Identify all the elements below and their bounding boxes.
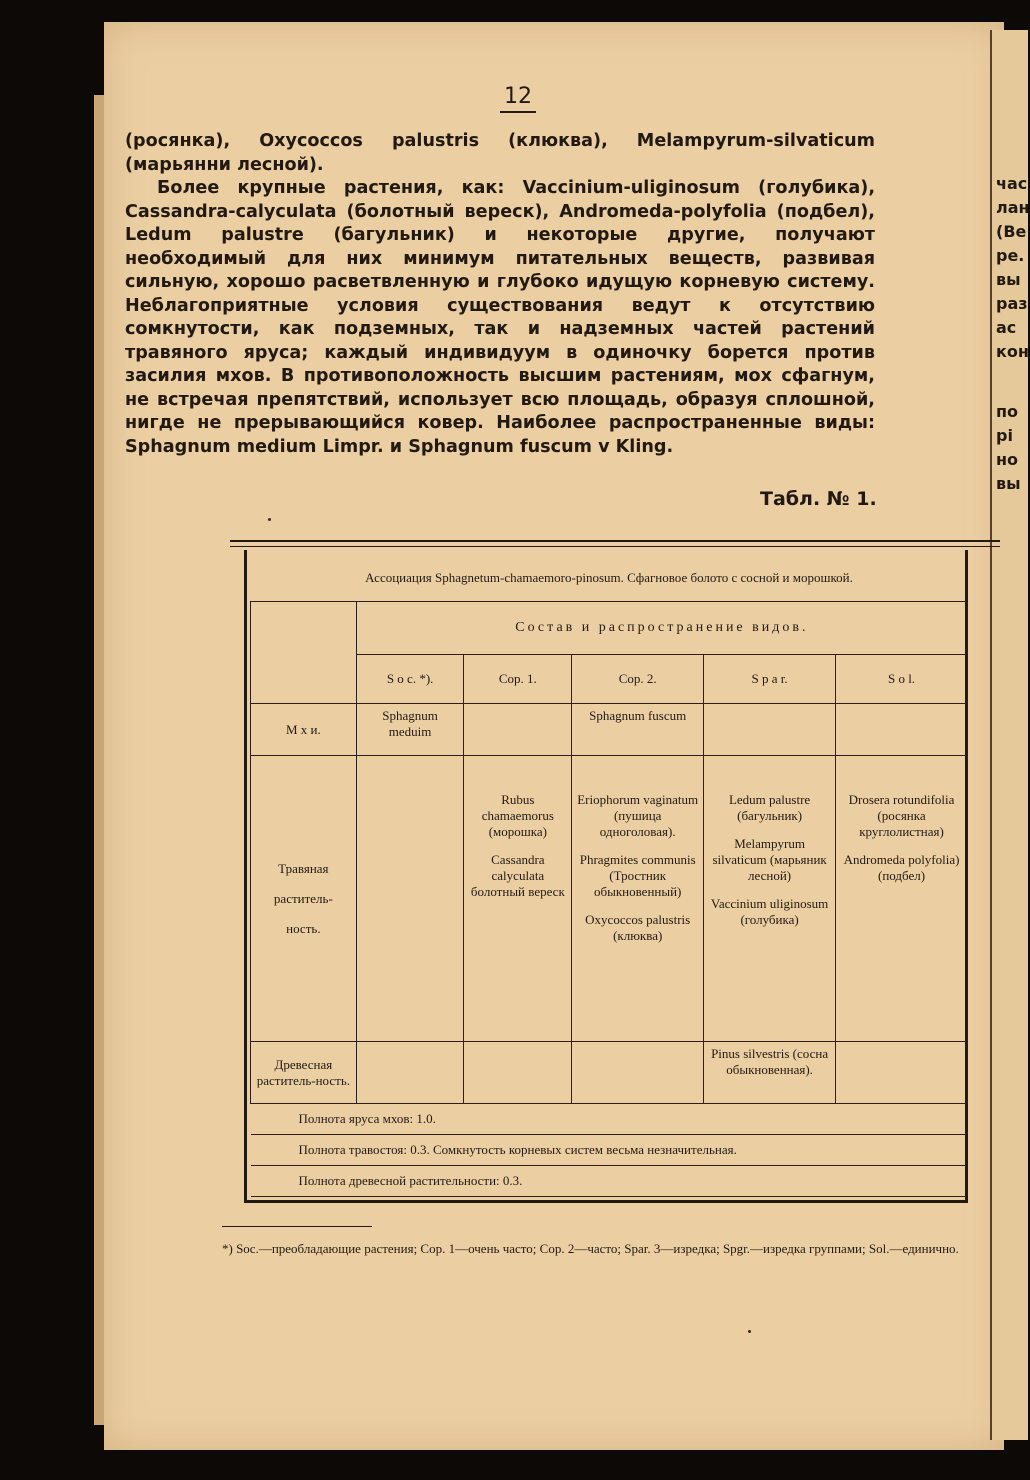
adjacent-fragment: pi <box>996 426 1013 445</box>
row-label: М х и. <box>251 704 357 756</box>
row-label-line: раститель- <box>273 890 333 906</box>
cell-entry: Oxycoccos palustris (клюква) <box>585 912 691 943</box>
table-cell <box>464 704 572 756</box>
table-corner-cell <box>251 602 357 704</box>
table-cell <box>704 704 836 756</box>
cell-entry: Rubus chamaemorus (морошка) <box>481 792 554 839</box>
footnote: *) Soc.—преобладающие растения; Cop. 1—очень часто; Cop. 2—часто; Spar. 3—изредка; Spgr.—изредка группами; Sol.—единично. <box>222 1241 959 1256</box>
cell-entry: Melampyrum silvaticum (марьяник лесной) <box>712 836 827 883</box>
page-number: 12 <box>500 84 536 113</box>
table-cell: Sphagnum fuscum <box>572 704 704 756</box>
table-cell <box>464 756 572 1042</box>
table-title: Ассоциация Sphagnetum-chamaemoro-pinosum. Сфагновое болото с сосной и морошкой. <box>251 555 968 602</box>
paragraph: (росянка), Oxycoccos palustris (клюква), Melampyrum-silvaticum (марьянни лесной). <box>125 131 875 175</box>
table-cell: Sphagnum meduim <box>356 704 464 756</box>
table-cell <box>356 756 464 1042</box>
adjacent-fragment: но <box>996 450 1019 469</box>
adjacent-fragment: лан <box>996 198 1030 217</box>
adjacent-fragment: час <box>996 174 1028 193</box>
table-cell <box>572 1042 704 1104</box>
column-header: S p a r. <box>704 655 836 704</box>
row-label-line: Травяная <box>278 860 329 876</box>
adjacent-fragment: ас <box>996 318 1017 337</box>
column-header: Cop. 2. <box>572 655 704 704</box>
column-header: S o c. *). <box>356 655 464 704</box>
association-table <box>250 555 968 1197</box>
cell-entry: Cassandra calyculata болотный вереск <box>470 852 565 899</box>
table-caption: Табл. № 1. <box>760 488 877 510</box>
adjacent-fragment: вы <box>996 474 1021 493</box>
table-cell: Pinus silvestris (сосна обыкновенная). <box>704 1042 836 1104</box>
table-cell <box>836 704 968 756</box>
table-cell <box>464 1042 572 1104</box>
cell-entry: Vaccinium uliginosum (голубика) <box>710 896 829 927</box>
table-cell <box>836 1042 968 1104</box>
column-header: Cop. 1. <box>464 655 572 704</box>
table-cell <box>356 1042 464 1104</box>
body-text <box>125 130 875 459</box>
table-cell <box>572 756 704 1042</box>
summary-row: Полнота яруса мхов: 1.0. <box>251 1104 968 1135</box>
row-label: Древесная раститель-ность. <box>251 1042 357 1104</box>
adjacent-page-edge <box>990 30 1028 1440</box>
column-header: S o l. <box>836 655 968 704</box>
cell-entry: Drosera rotundifolia (росянка круглолистная) <box>848 792 955 839</box>
row-label-line: ность. <box>286 920 321 936</box>
table-group-header: Состав и распространение видов. <box>356 602 967 655</box>
table-cell <box>836 756 968 1042</box>
summary-row: Полнота древесной растительности: 0.3. <box>251 1166 968 1197</box>
ink-speck <box>748 1330 751 1333</box>
adjacent-fragment: вы <box>996 270 1021 289</box>
adjacent-fragment: ре. <box>996 246 1025 265</box>
cell-entry: Eriophorum vaginatum (пушица одноголовая). <box>577 792 699 839</box>
adjacent-fragment: (Ве <box>996 222 1027 241</box>
summary-row: Полнота травостоя: 0.3. Сомкнутость корневых систем весьма незначительная. <box>251 1135 968 1166</box>
cell-entry: Andromeda polyfolia) (подбел) <box>843 852 960 883</box>
footnote-rule <box>222 1226 372 1227</box>
paragraph: Более крупные растения, как: Vaccinium-uliginosum (голубика), Cassandra-calyculata (болотный вереск), Andromeda-polyfolia (подбел), Ledum palustre (багульник) и некоторые другие, получают необходимый для них минимум питательных веществ, развивая сильную, хорошо расветвленную и глубоко идущую корневую систему. Неблагоприятные условия существования ведут к отсутствию сомкнутости, как подземных, так и надземных частей растений травяного яруса; каждый индивидуум в одиночку борется против засилия мхов. В противоположность высшим растениям, мох сфагнум, не встречая препятствий, использует всю площадь, образуя сплошной, нигде не прерывающийся ковер. Наиболее распространенные виды: Sphagnum medium Limpr. и Sphagnum fuscum v Kling. <box>125 178 875 457</box>
row-label <box>251 756 357 1042</box>
table-cell <box>704 756 836 1042</box>
table-top-rule <box>230 540 1000 547</box>
adjacent-fragment: по <box>996 402 1019 421</box>
cell-entry: Ledum palustre (багульник) <box>728 792 811 823</box>
cell-entry: Phragmites communis (Тростник обыкновенный) <box>579 852 696 899</box>
adjacent-fragment: кон <box>996 342 1029 361</box>
adjacent-fragment: раз <box>996 294 1028 313</box>
ink-speck <box>268 518 271 521</box>
